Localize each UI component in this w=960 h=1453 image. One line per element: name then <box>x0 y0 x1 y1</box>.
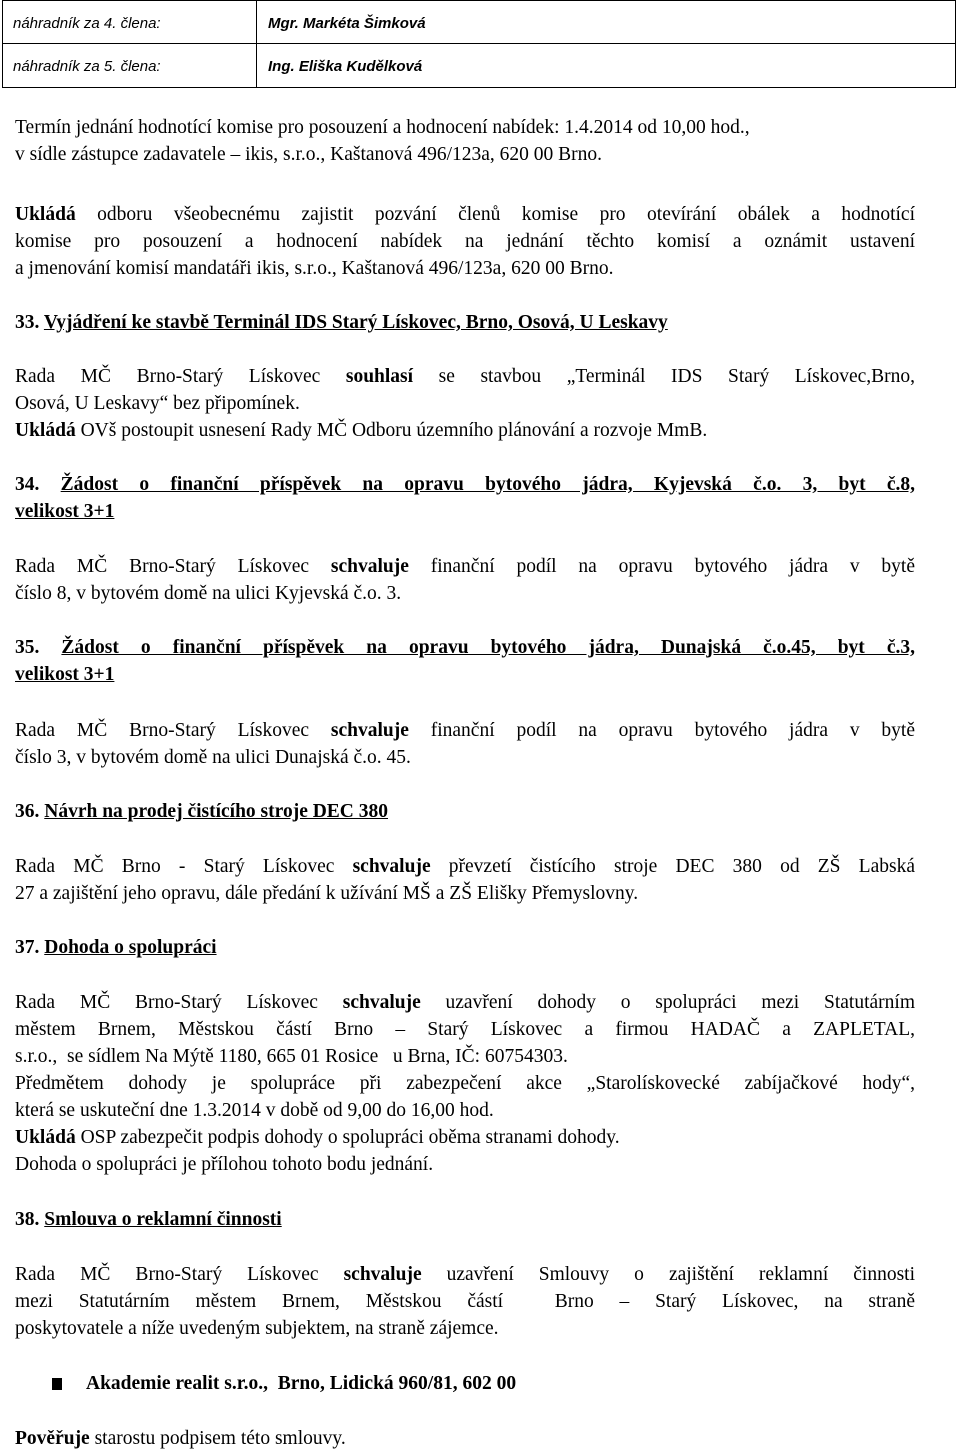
paragraph-line: 27 a zajištění jeho opravu, dále předání k užívání MŠ a ZŠ Elišky Přemyslovny. <box>15 883 639 904</box>
section-title: Žádost o finanční příspěvek na opravu bytového jádra, Kyjevská č.o. 3, byt č.8, <box>60 474 916 495</box>
paragraph-line: Ukládá OSP zabezpečit podpis dohody o spolupráci oběma stranami dohody. <box>15 1127 620 1148</box>
member-row <box>3 44 955 88</box>
keyword-schvaluje: schvaluje <box>343 1264 422 1285</box>
resolution-line: Ukládá odboru všeobecnému zajistit pozvání členů komise pro otevírání obálek a hodnotící <box>15 204 915 225</box>
keyword-uklada: Ukládá <box>15 204 76 225</box>
paragraph-line: poskytovatele a níže uvedeným subjektem, na straně zájemce. <box>15 1318 499 1339</box>
section-title: Vyjádření ke stavbě Terminál IDS Starý Lískovec, Brno, Osová, U Leskavy <box>43 312 668 333</box>
square-bullet-icon <box>52 1378 62 1390</box>
member-name: Mgr. Markéta Šimková <box>268 15 426 32</box>
paragraph-line: která se uskuteční dne 1.3.2014 v době od 9,00 do 16,00 hod. <box>15 1100 494 1121</box>
paragraph-line: číslo 3, v bytovém domě na ulici Dunajská č.o. 45. <box>15 747 411 768</box>
paragraph-line: městem Brnem, Městskou částí Brno – Starý Lískovec a firmou HADAČ a ZAPLETAL, <box>15 1019 915 1040</box>
paragraph-line: mezi Statutárním městem Brnem, Městskou částí Brno – Starý Lískovec, na straně <box>15 1291 915 1312</box>
member-name: Ing. Eliška Kudělková <box>268 58 423 75</box>
section-title: Návrh na prodej čistícího stroje DEC 380 <box>44 801 389 822</box>
bullet-item: Akademie realit s.r.o., Brno, Lidická 960/81, 602 00 <box>86 1373 517 1394</box>
section-title: Žádost o finanční příspěvek na opravu bytového jádra, Dunajská č.o.45, byt č.3, <box>61 637 915 658</box>
paragraph-line: Ukládá OVš postoupit usnesení Rady MČ Odboru územního plánování a rozvoje MmB. <box>15 420 708 441</box>
keyword-schvaluje: schvaluje <box>352 856 431 877</box>
keyword-schvaluje: schvaluje <box>342 992 421 1013</box>
paragraph-line: Rada MČ Brno-Starý Lískovec schvaluje uzavření dohody o spolupráci mezi Statutárním <box>15 992 915 1013</box>
section-heading-38: 38. Smlouva o reklamní činnosti <box>15 1209 282 1230</box>
section-heading-36: 36. Návrh na prodej čistícího stroje DEC 380 <box>15 801 389 822</box>
paragraph-line: Dohoda o spolupráci je přílohou tohoto bodu jednání. <box>15 1154 434 1175</box>
keyword-schvaluje: schvaluje <box>330 556 409 577</box>
paragraph-line: s.r.o., se sídlem Na Mýtě 1180, 665 01 Rosice u Brna, IČ: 60754303. <box>15 1046 568 1067</box>
section-heading-35-cont: velikost 3+1 <box>15 664 115 685</box>
section-title: Dohoda o spolupráci <box>44 937 217 958</box>
section-heading-33: 33. Vyjádření ke stavbě Terminál IDS Starý Lískovec, Brno, Osová, U Leskavy <box>15 312 668 333</box>
paragraph-line: číslo 8, v bytovém domě na ulici Kyjevská č.o. 3. <box>15 583 402 604</box>
section-heading-35: 35. Žádost o finanční příspěvek na opravu bytového jádra, Dunajská č.o.45, byt č.3, <box>15 637 915 658</box>
paragraph-line: Pověřuje starostu podpisem této smlouvy. <box>15 1428 346 1449</box>
paragraph-line: Rada MČ Brno - Starý Lískovec schvaluje převzetí čistícího stroje DEC 380 od ZŠ Labská <box>15 856 915 877</box>
paragraph-line: Rada MČ Brno-Starý Lískovec schvaluje finanční podíl na opravu bytového jádra v bytě <box>15 556 915 577</box>
paragraph-line: Předmětem dohody je spolupráce při zabezpečení akce „Starolískovecké zabíjačkové hody“, <box>15 1073 915 1094</box>
term-line: Termín jednání hodnotící komise pro posouzení a hodnocení nabídek: 1.4.2014 od 10,00 hod., <box>15 117 750 138</box>
paragraph-line: Osová, U Leskavy“ bez připomínek. <box>15 393 300 414</box>
keyword-uklada: Ukládá <box>15 420 76 441</box>
commission-members-table <box>2 0 956 88</box>
section-heading-37: 37. Dohoda o spolupráci <box>15 937 217 958</box>
term-line: v sídle zástupce zadavatele – ikis, s.r.o., Kaštanová 496/123a, 620 00 Brno. <box>15 144 603 165</box>
paragraph-line: Rada MČ Brno-Starý Lískovec souhlasí se stavbou „Terminál IDS Starý Lískovec,Brno, <box>15 366 915 387</box>
keyword-souhlasi: souhlasí <box>345 366 414 387</box>
member-label: náhradník za 5. člena: <box>13 58 161 75</box>
resolution-line: a jmenování komisí mandatáři ikis, s.r.o., Kaštanová 496/123a, 620 00 Brno. <box>15 258 614 279</box>
member-row <box>3 1 955 44</box>
section-heading-34: 34. Žádost o finanční příspěvek na opravu bytového jádra, Kyjevská č.o. 3, byt č.8, <box>15 474 916 495</box>
paragraph-line: Rada MČ Brno-Starý Lískovec schvaluje finanční podíl na opravu bytového jádra v bytě <box>15 720 915 741</box>
table-divider <box>256 1 257 43</box>
keyword-uklada: Ukládá <box>15 1127 76 1148</box>
paragraph-line: Rada MČ Brno-Starý Lískovec schvaluje uzavření Smlouvy o zajištění reklamní činnosti <box>15 1264 915 1285</box>
member-label: náhradník za 4. člena: <box>13 15 161 32</box>
table-divider <box>256 44 257 88</box>
keyword-poveruje: Pověřuje <box>15 1428 90 1449</box>
keyword-schvaluje: schvaluje <box>330 720 409 741</box>
section-title: Smlouva o reklamní činnosti <box>44 1209 282 1230</box>
resolution-line: komise pro posouzení a hodnocení nabídek na jednání těchto komisí a oznámit ustavení <box>15 231 915 252</box>
section-heading-34-cont: velikost 3+1 <box>15 501 115 522</box>
